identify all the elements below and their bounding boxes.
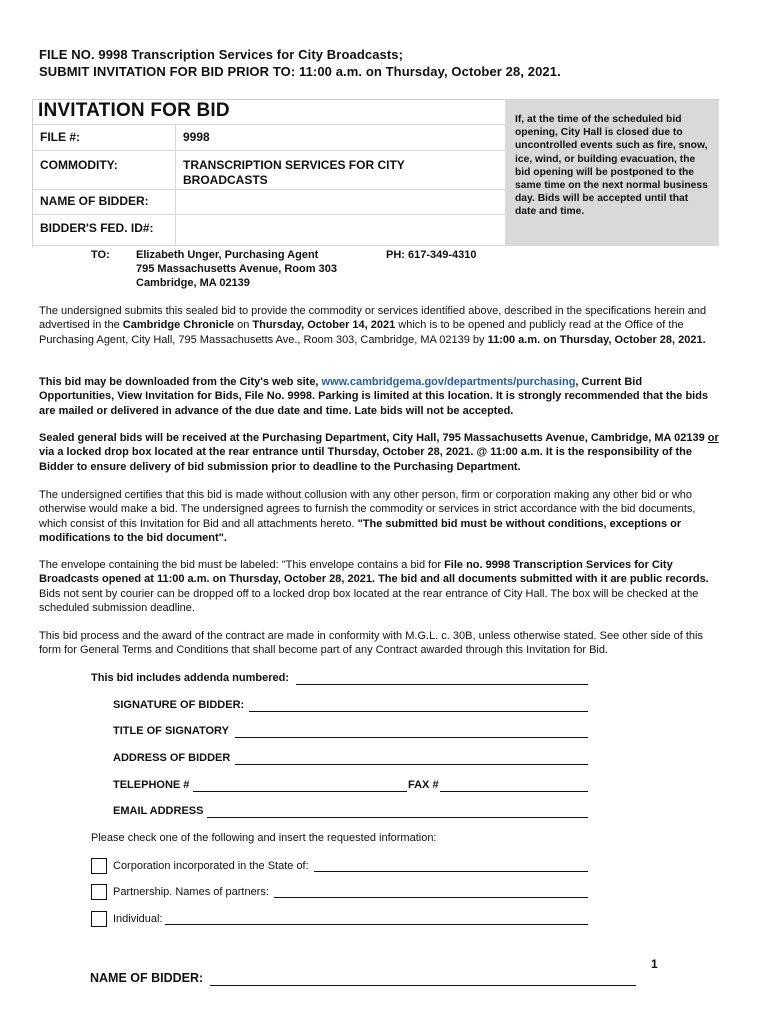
- individual-field[interactable]: [165, 924, 588, 925]
- signature-field[interactable]: [249, 711, 588, 712]
- addenda-field[interactable]: [296, 684, 588, 685]
- certification-paragraph: The undersigned certifies that this bid is made without collusion with any other person, firm or corporation making any other bid or who otherwise would make a bid. The undersigned agrees to furnish the commodity or services in strict accordance with the bid documents, which consist of this Invitation for Bid and all attachments hereto. "The submitted bid must be without conditions, exceptions or modifications to the bid document".: [39, 489, 696, 544]
- title-label: TITLE OF SIGNATORY: [113, 725, 229, 737]
- submit-deadline-heading: SUBMIT INVITATION FOR BID PRIOR TO: 11:00 a.m. on Thursday, October 28, 2021.: [39, 64, 561, 79]
- agent-phone: PH: 617-349-4310: [386, 249, 477, 261]
- address-field[interactable]: [235, 764, 588, 765]
- corporation-checkbox[interactable]: [91, 858, 107, 874]
- page-number: 1: [651, 957, 658, 971]
- agent-address-line2: Cambridge, MA 02139: [136, 277, 250, 289]
- file-number-value: 9998: [183, 130, 210, 144]
- individual-checkbox[interactable]: [91, 911, 107, 927]
- bidder-name-field[interactable]: [180, 191, 500, 212]
- individual-label: Individual:: [113, 913, 163, 925]
- telephone-label: TELEPHONE #: [113, 779, 190, 791]
- sealed-bids-paragraph: Sealed general bids will be received at the Purchasing Department, City Hall, 795 Massachusetts Avenue, Cambridge, MA 02139 or via a locked drop box located at the rear entrance until Thursday, October 28, 2021. @ 11:00 a.m. It is the responsibility of the Bidder to ensure delivery of bid submission prior to deadline to the Purchasing Department.: [39, 432, 719, 473]
- fed-id-label: BIDDER'S FED. ID#:: [40, 221, 154, 235]
- email-field[interactable]: [207, 817, 588, 818]
- file-heading: FILE NO. 9998 Transcription Services for City Broadcasts;: [39, 47, 404, 62]
- address-label: ADDRESS OF BIDDER: [113, 752, 231, 764]
- signature-label: SIGNATURE OF BIDDER:: [113, 699, 245, 711]
- divider: [32, 124, 505, 125]
- corporation-field[interactable]: [314, 871, 588, 872]
- to-label: TO:: [91, 249, 110, 261]
- addenda-label: This bid includes addenda numbered:: [91, 672, 290, 684]
- download-paragraph: This bid may be downloaded from the City's web site, www.cambridgema.gov/departments/purchasing, Current Bid Opportunities, View Invitation for Bids, File No. 9998. Parking is limited at this location. It is strongly recommended that the bids are mailed or delivered in advance of the due date and time. Late bids will not be accepted.: [39, 376, 709, 417]
- partnership-field[interactable]: [274, 897, 588, 898]
- closure-notice: If, at the time of the scheduled bid opening, City Hall is closed due to uncontrolled events such as fire, snow, ice, wind, or building evacuation, the bid opening will be postponed to the same time on the next normal business day. Bids will be accepted until that date and time.: [505, 100, 719, 246]
- email-label: EMAIL ADDRESS: [113, 805, 204, 817]
- purchasing-agent-name: Elizabeth Unger, Purchasing Agent: [136, 249, 319, 261]
- bidder-name-label: NAME OF BIDDER:: [40, 194, 149, 208]
- divider: [175, 124, 176, 245]
- partnership-checkbox[interactable]: [91, 884, 107, 900]
- telephone-field[interactable]: [193, 791, 407, 792]
- commodity-value: TRANSCRIPTION SERVICES FOR CITY: [183, 158, 405, 172]
- divider: [32, 189, 505, 190]
- purchasing-link[interactable]: www.cambridgema.gov/departments/purchasing: [321, 376, 576, 388]
- check-instruction: Please check one of the following and insert the requested information:: [91, 832, 437, 844]
- divider: [32, 214, 505, 215]
- title-field[interactable]: [235, 737, 588, 738]
- bid-intro-paragraph: The undersigned submits this sealed bid to provide the commodity or services identified above, described in the specifications herein and advertised in the Cambridge Chronicle on Thursday, October 14, 2021 which is to be opened and publicly read at the Office of the Purchasing Agent, City Hall, 795 Massachusetts Ave., Room 303, Cambridge, MA 02139 by 11:00 a.m. on Thursday, October 28, 2021.: [39, 305, 707, 346]
- divider: [32, 150, 505, 151]
- file-number-label: FILE #:: [40, 130, 81, 144]
- agent-address-line1: 795 Massachusetts Avenue, Room 303: [136, 263, 337, 275]
- fax-label: FAX #: [408, 779, 439, 791]
- invitation-title: INVITATION FOR BID: [38, 100, 230, 121]
- envelope-paragraph: The envelope containing the bid must be labeled: "This envelope contains a bid for File no. 9998 Transcription Services for City Broadcasts opened at 11:00 a.m. on Thursday, October 28, 2021. The bid and all documents submitted with it are public records. Bids not sent by courier can be dropped off to a locked drop box located at the rear entrance of City Hall. The box will be checked at the scheduled submission deadline.: [39, 559, 709, 614]
- fax-field[interactable]: [440, 791, 588, 792]
- commodity-label: COMMODITY:: [40, 158, 118, 172]
- bottom-bidder-name-label: NAME OF BIDDER:: [90, 971, 204, 985]
- commodity-value-cont: BROADCASTS: [183, 173, 268, 187]
- fed-id-field[interactable]: [180, 217, 500, 242]
- partnership-label: Partnership. Names of partners:: [113, 886, 269, 898]
- bottom-bidder-name-field[interactable]: [210, 985, 636, 986]
- corporation-label: Corporation incorporated in the State of:: [113, 860, 309, 872]
- divider: [32, 245, 505, 246]
- conformity-paragraph: This bid process and the award of the contract are made in conformity with M.G.L. c. 30B, unless otherwise stated. See other side of this form for General Terms and Conditions that shall become part of any Contract awarded through this Invitation for Bid.: [39, 630, 703, 657]
